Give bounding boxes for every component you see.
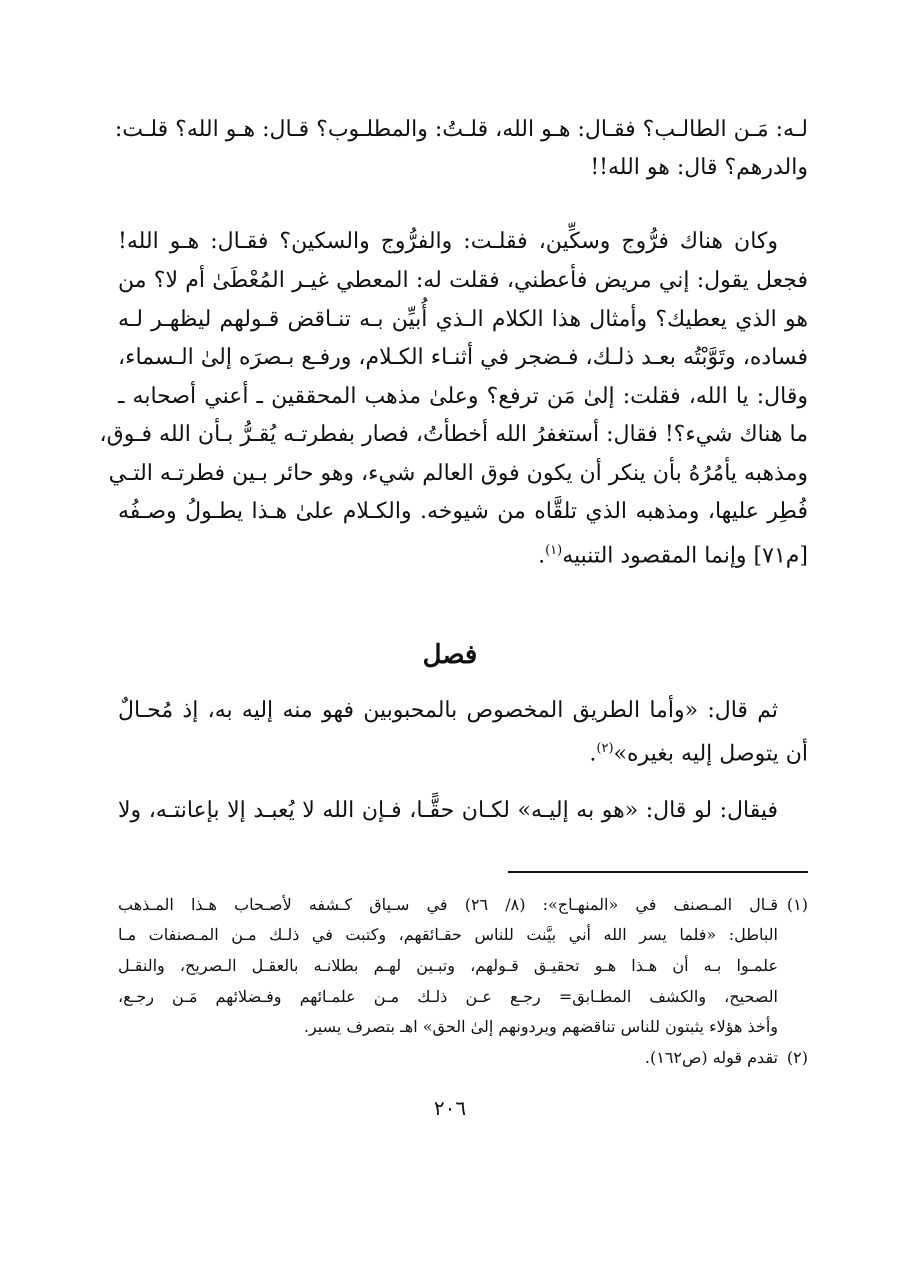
- body-line: وقال: يا الله، فقلت: إلىٰ مَن ترفع؟ وعلىٰ مذهب المحققين ـ أعني أصحابه ـ: [118, 384, 808, 409]
- footnote-line: قـال المـصنف في «المنهـاج»: (٨/ ٢٦) في سـياق كـشفه لأصـحاب هـذا المـذهب: [118, 895, 779, 914]
- body-line: وكان هناك فرُّوج وسكِّين، فقلـت: والفرُّوج والسكين؟ فقـال: هـو الله!: [118, 229, 778, 254]
- page-number: ٢٠٦: [433, 1096, 467, 1120]
- footnote-line: وأخذ هؤلاء يثبتون للناس تناقضهم ويردونهم إلىٰ الحق» اهـ بتصرف يسير.: [303, 1017, 778, 1036]
- body-line: أن يتوصل إليه بغيره»$^{(٢)}$.: [589, 741, 808, 767]
- body-line: والدرهم؟ قال: هو الله!!: [590, 155, 808, 180]
- footnote-separator: [508, 871, 808, 873]
- footnote-line: تقدم قوله (ص١٦٢).: [644, 1048, 778, 1067]
- body-line: [م٧١] وإنما المقصود التنبيه$^{(١)}$.: [538, 543, 808, 569]
- body-line: فجعل يقول: إني مريض فأعطني، فقلت له: المعطي غيـر المُعْطَىٰ أم لا؟ من: [118, 268, 808, 293]
- body-text: أن يتوصل إليه بغيره»: [613, 741, 808, 767]
- footnote-line: الباطل: «فلما يسر الله أني بيَّنت للناس حقـائقهم، وكتبت في ذلـك مـن المـصنفات مـا: [118, 925, 778, 944]
- footnote-ref[interactable]: (٢): [596, 741, 614, 756]
- body-line: لـه: مَـن الطالـب؟ فقـال: هـو الله، قلـتُ: والمطلـوب؟ قـال: هـو الله؟ قلـت:: [114, 117, 808, 142]
- footnote-line: الصحيح، والكشف المطـابق= رجـع عـن ذلـك مـن علمـائهم وفـضلائهم مَـن رجـع،: [118, 987, 778, 1006]
- footnote-line: علمـوا بـه أن هـذا هـو تحقيـق قـولهم، وتبـين لهـم بطلانـه بالعقـل الـصريح، والنقـل: [118, 956, 778, 975]
- footnote-number: (١): [786, 895, 808, 914]
- section-heading: فصل: [422, 640, 478, 670]
- body-line: ومذهبه يأمُرُهُ بأن ينكر أن يكون فوق العالم شيء، وهو حائر بـين فطرتـه التـي: [108, 461, 808, 486]
- footnote-number: (٢): [786, 1048, 808, 1067]
- body-line: فُطِر عليها، ومذهبه الذي تلقَّاه من شيوخه. والكـلام علىٰ هـذا يطـولُ وصـفُه: [118, 499, 808, 524]
- body-line: هو الذي يعطيك؟ وأمثال هذا الكلام الـذي أُبيِّن بـه تنـاقض قـولهم ليظهـر لـه: [118, 307, 808, 332]
- body-line: فساده، وتَوَّبْتُه بعـد ذلـك، فـضجر في أثنـاء الكـلام، ورفـع بـصرَه إلىٰ الـسماء،: [118, 345, 808, 370]
- body-line: ثم قال: «وأما الطريق المخصوص بالمحبوبين فهو منه إليه به، إذ مُحـالٌ: [118, 698, 778, 723]
- body-line: ما هناك شيء؟! فقال: أستغفرُ الله أخطأتُ، فصار بفطرتـه يُقـرُّ بـأن الله فـوق،: [99, 422, 808, 447]
- body-text: [م٧١] وإنما المقصود التنبيه: [562, 543, 808, 569]
- footnote-ref[interactable]: (١): [545, 543, 563, 558]
- body-line: فيقال: لو قال: «هو به إليـه» لكـان حقًّـا، فـإن الله لا يُعبـد إلا بإعانتـه، ولا: [118, 798, 778, 823]
